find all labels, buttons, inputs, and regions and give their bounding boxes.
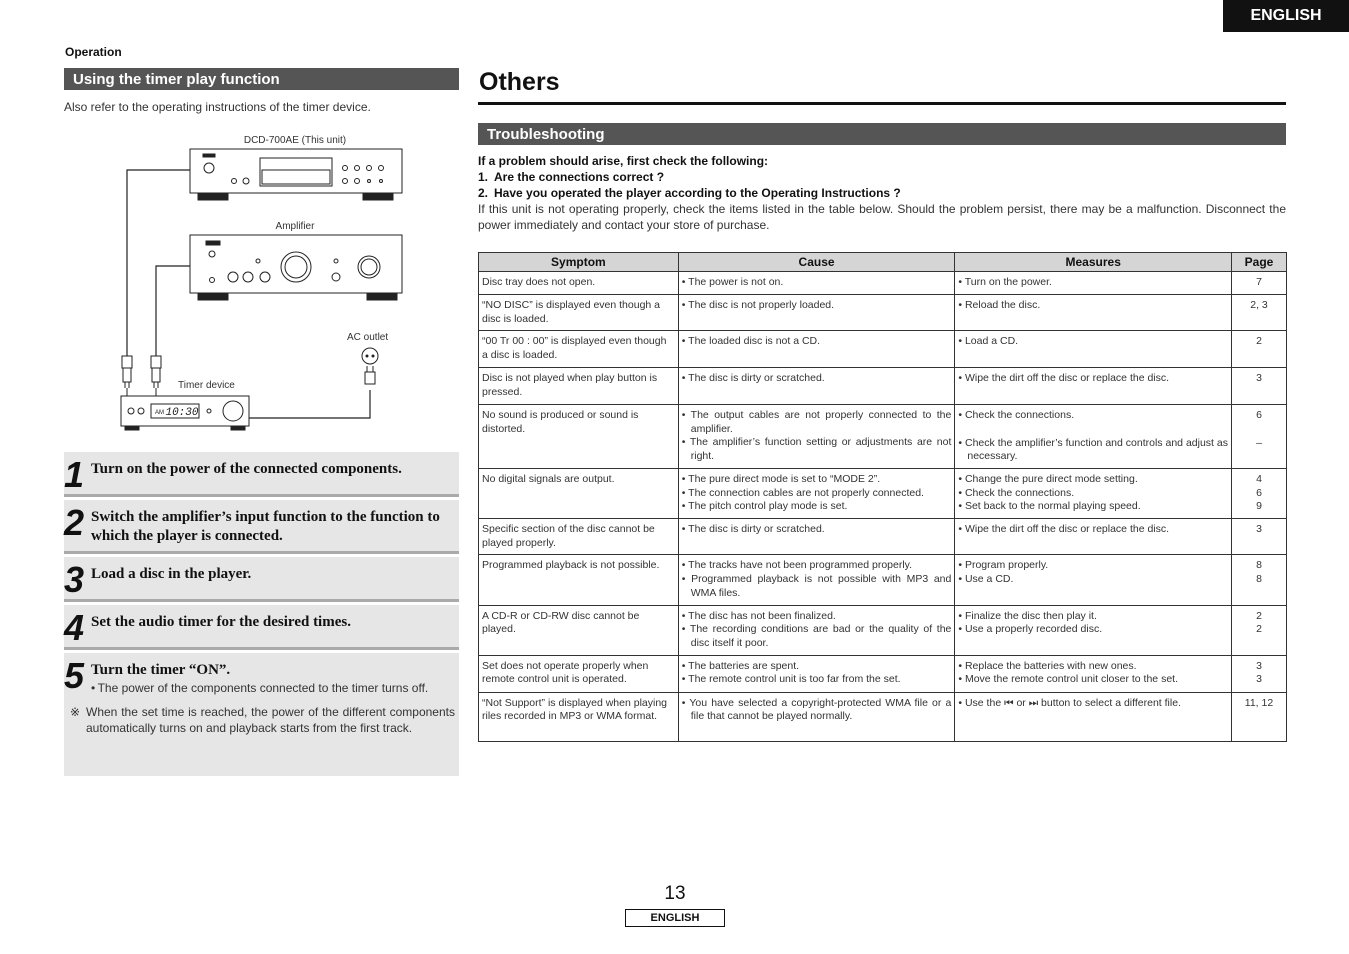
- measures-cell: [955, 692, 1232, 741]
- header-page: Page: [1232, 253, 1287, 272]
- cause-item: • The pitch control play mode is set.: [681, 500, 848, 513]
- title-divider: [478, 102, 1286, 105]
- page-cell: [1232, 404, 1287, 468]
- page-cell: 2: [1232, 331, 1287, 368]
- page-ref: 8: [1256, 559, 1262, 572]
- cause-cell: [678, 655, 955, 692]
- step-1: [64, 452, 459, 497]
- step-number: 1: [64, 454, 85, 495]
- table-row: [479, 692, 1287, 741]
- measures-cell: [955, 555, 1232, 605]
- step-text: Load a disc in the player.: [91, 566, 252, 582]
- timer-device-label: Timer device: [178, 380, 235, 391]
- table-row: [479, 605, 1287, 655]
- cause-cell: [678, 295, 955, 331]
- table-row: [479, 368, 1287, 404]
- step-text: Turn on the power of the connected components.: [91, 461, 402, 477]
- cause-item: • The disc has not been finalized.: [681, 609, 836, 622]
- amplifier-illustration: [190, 235, 402, 300]
- cause-cell: [678, 519, 955, 555]
- step-3: [64, 557, 459, 602]
- measures-item: • Use a properly recorded disc.: [958, 623, 1103, 636]
- measures-item: • Use the ⏮ or ⏭ button to select a different file.: [958, 696, 1181, 709]
- cause-item: • The disc is dirty or scratched.: [681, 523, 825, 536]
- unit-label: DCD-700AE (This unit): [243, 135, 347, 146]
- cause-item: • The recording conditions are bad or the quality of the disc itself it poor.: [681, 623, 952, 649]
- cd-player-illustration: [190, 149, 402, 200]
- measures-cell: [955, 331, 1232, 368]
- cause-cell: [678, 404, 955, 468]
- step-subnote: • The power of the components connected to the timer turns off.: [91, 681, 429, 695]
- cause-item: • The connection cables are not properly connected.: [681, 486, 924, 499]
- table-row: [479, 331, 1287, 368]
- measures-cell: [955, 655, 1232, 692]
- page-cell: [1232, 655, 1287, 692]
- cause-item: • The disc is dirty or scratched.: [681, 372, 825, 385]
- ac-outlet-icon: [362, 348, 378, 364]
- page-cell: 11, 12: [1232, 692, 1287, 741]
- symptom-cell: Disc tray does not open.: [479, 272, 679, 295]
- connection-diagram: [105, 128, 410, 438]
- symptom-cell: No sound is produced or sound is distorted.: [479, 404, 679, 468]
- cause-cell: [678, 555, 955, 605]
- troubleshooting-table: [478, 252, 1287, 742]
- page-cell: 3: [1232, 368, 1287, 404]
- measures-item: • Use a CD.: [958, 573, 1014, 586]
- table-row: [479, 295, 1287, 331]
- timer-intro: Also refer to the operating instructions of the timer device.: [64, 100, 371, 114]
- page-cell: 2, 3: [1232, 295, 1287, 331]
- measures-cell: [955, 404, 1232, 468]
- ac-outlet-label: AC outlet: [347, 332, 389, 343]
- table-row: [479, 468, 1287, 518]
- cause-item: • You have selected a copyright-protected WMA file or a file that cannot be played normally.: [681, 696, 952, 723]
- timer-note: [64, 696, 459, 746]
- step-number: 5: [64, 655, 85, 696]
- cause-cell: [678, 368, 955, 404]
- step-number: 4: [64, 607, 85, 648]
- page-ref: 2: [1256, 623, 1262, 636]
- measures-item: • Check the amplifier’s function and controls and adjust as necessary.: [958, 436, 1228, 463]
- symptom-cell: Set does not operate properly when remote control unit is operated.: [479, 655, 679, 692]
- measures-item: • Finalize the disc then play it.: [958, 609, 1097, 622]
- step-text: Switch the amplifier’s input function to the function to which the player is connected.: [91, 509, 440, 544]
- check-item-1: 1. Are the connections correct ?: [478, 170, 665, 184]
- symptom-cell: A CD-R or CD-RW disc cannot be played.: [479, 605, 679, 655]
- measures-cell: [955, 605, 1232, 655]
- cause-item: • The amplifier’s function setting or adjustments are not right.: [681, 436, 952, 462]
- symptom-cell: “Not Support” is displayed when playing riles recorded in MP3 or WMA format.: [479, 692, 679, 741]
- table-row: [479, 404, 1287, 468]
- measures-item: • Wipe the dirt off the disc or replace the disc.: [958, 372, 1170, 385]
- measures-item: • Reload the disc.: [958, 299, 1041, 311]
- measures-cell: [955, 468, 1232, 518]
- cause-cell: [678, 692, 955, 741]
- page-title: Others: [479, 68, 560, 96]
- page-cell: 7: [1232, 272, 1287, 295]
- timer-clock-display: 10:30: [165, 407, 199, 419]
- check-intro: If a problem should arise, first check the following:: [478, 154, 769, 168]
- page-ref: 3: [1256, 673, 1262, 686]
- cause-item: • The disc is not properly loaded.: [681, 299, 835, 311]
- table-row: [479, 555, 1287, 605]
- measures-item: • Check the connections.: [958, 408, 1075, 421]
- step-2: [64, 500, 459, 554]
- language-tab: ENGLISH: [1223, 0, 1349, 32]
- cause-cell: [678, 605, 955, 655]
- note-text: When the set time is reached, the power of the different components automatically turns on and playback starts from the first track.: [86, 705, 455, 735]
- plug-illustrations: [122, 356, 375, 388]
- header-cause: Cause: [678, 253, 955, 272]
- page-cell: 3: [1232, 519, 1287, 555]
- step-text: Set the audio timer for the desired times.: [91, 614, 351, 630]
- measures-item: • Change the pure direct mode setting.: [958, 472, 1138, 485]
- troubleshooting-heading: Troubleshooting: [478, 123, 1286, 145]
- troubleshooting-paragraph: If this unit is not operating properly, check the items listed in the table below. Should the problem persist, there may be a malfunction. Disconnect the power immediately and contact your store of purchase.: [478, 202, 1286, 232]
- cause-cell: [678, 272, 955, 295]
- table-row: [479, 655, 1287, 692]
- cause-item: • The output cables are not properly connected to the amplifier.: [681, 408, 952, 435]
- header-symptom: Symptom: [479, 253, 679, 272]
- symptom-cell: No digital signals are output.: [479, 468, 679, 518]
- measures-item: • Load a CD.: [958, 335, 1019, 348]
- step-4: [64, 605, 459, 650]
- page-ref: 6: [1256, 486, 1262, 499]
- amplifier-label: Amplifier: [275, 221, 315, 232]
- page-number: 13: [664, 883, 686, 904]
- table-row: [479, 519, 1287, 555]
- measures-item: • Replace the batteries with new ones.: [958, 659, 1137, 672]
- page-cell: [1232, 468, 1287, 518]
- step-number: 3: [64, 559, 85, 600]
- measures-cell: [955, 295, 1232, 331]
- symptom-cell: “00 Tr 00 : 00” is displayed even though a disc is loaded.: [479, 331, 679, 368]
- step-5: [64, 653, 459, 776]
- measures-item: • Set back to the normal playing speed.: [958, 500, 1141, 513]
- timer-heading: Using the timer play function: [64, 68, 459, 90]
- measures-cell: [955, 272, 1232, 295]
- timer-am-text: AM: [155, 410, 164, 416]
- page-ref: 2: [1256, 609, 1262, 622]
- cause-cell: [678, 468, 955, 518]
- footer-language-label: ENGLISH: [625, 909, 725, 927]
- measures-item: • Check the connections.: [958, 486, 1075, 499]
- page-ref: 8: [1256, 573, 1262, 586]
- cause-item: • The pure direct mode is set to “MODE 2”.: [681, 472, 881, 485]
- symptom-cell: Programmed playback is not possible.: [479, 555, 679, 605]
- table-row: [479, 272, 1287, 295]
- cause-cell: [678, 331, 955, 368]
- measures-cell: [955, 519, 1232, 555]
- note-mark: ※: [70, 705, 81, 719]
- steps-list: [64, 452, 459, 776]
- measures-item: • Turn on the power.: [958, 276, 1052, 288]
- page-ref: –: [1256, 436, 1262, 449]
- section-label: Operation: [65, 45, 122, 59]
- page-ref: 9: [1256, 500, 1262, 513]
- page-cell: [1232, 555, 1287, 605]
- measures-cell: [955, 368, 1232, 404]
- cause-item: • The loaded disc is not a CD.: [681, 335, 821, 348]
- page-ref: 3: [1256, 659, 1262, 672]
- page-ref: 6: [1256, 408, 1262, 421]
- check-item-2: 2. Have you operated the player according to the Operating Instructions ?: [478, 186, 901, 200]
- symptom-cell: Disc is not played when play button is pressed.: [479, 368, 679, 404]
- symptom-cell: “NO DISC” is displayed even though a disc is loaded.: [479, 295, 679, 331]
- page-cell: [1232, 605, 1287, 655]
- header-measures: Measures: [955, 253, 1232, 272]
- measures-item: • Move the remote control unit closer to the set.: [958, 673, 1178, 686]
- symptom-cell: Specific section of the disc cannot be played properly.: [479, 519, 679, 555]
- table-header-row: [479, 253, 1287, 272]
- cause-item: • The tracks have not been programmed properly.: [681, 559, 913, 572]
- page-ref: 4: [1256, 472, 1262, 485]
- power-cables: [127, 170, 370, 418]
- measures-item: • Wipe the dirt off the disc or replace the disc.: [958, 523, 1170, 536]
- troubleshooting-intro: [478, 153, 1286, 233]
- measures-item: • Program properly.: [958, 559, 1049, 572]
- step-number: 2: [64, 502, 85, 543]
- cause-item: • The power is not on.: [681, 276, 784, 288]
- cause-item: • Programmed playback is not possible with MP3 and WMA files.: [681, 573, 952, 599]
- cause-item: • The batteries are spent.: [681, 659, 800, 672]
- cause-item: • The remote control unit is too far from the set.: [681, 673, 901, 686]
- step-text: Turn the timer “ON”.: [91, 662, 231, 678]
